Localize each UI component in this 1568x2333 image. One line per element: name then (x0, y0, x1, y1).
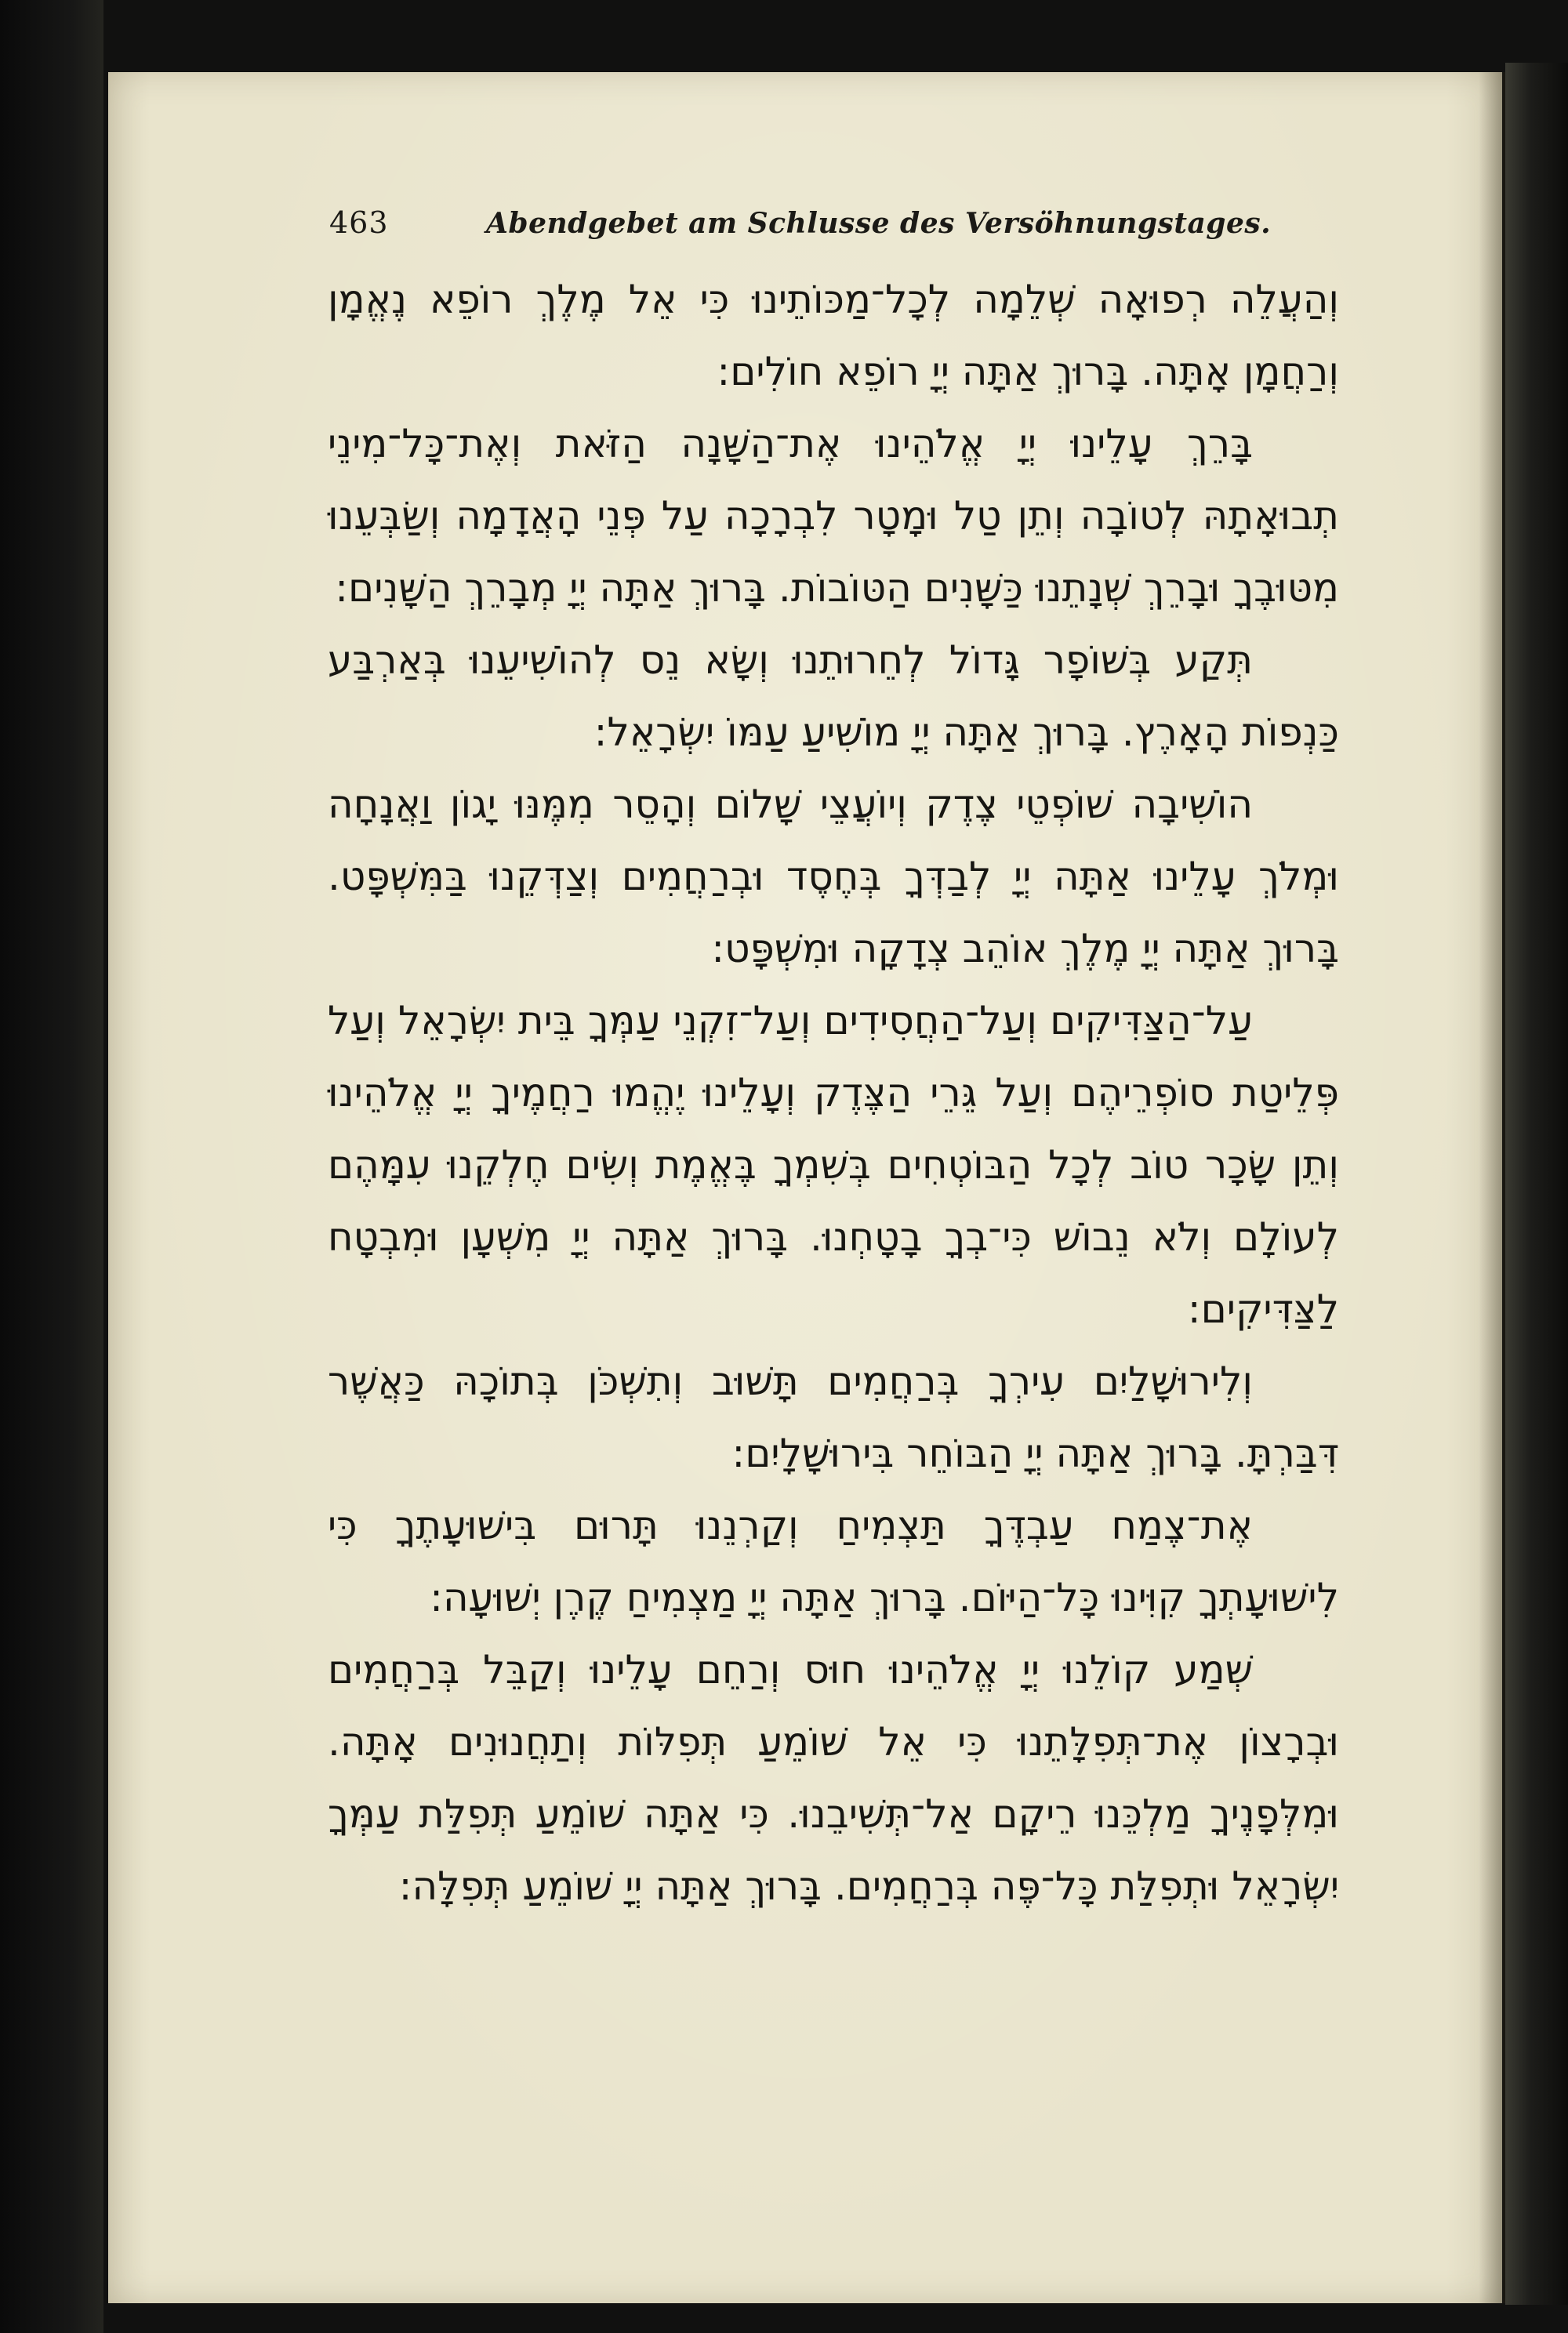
page-number: 463 (329, 205, 389, 240)
page-gutter-shadow (1479, 72, 1505, 2303)
paragraph-hear-our-voice: שְׁמַע קוֹלֵנוּ יְיָ אֱלֹהֵינוּ חוּס וְרַחֵם עָלֵינוּ וְקַבֵּל בְּרַחֲמִים וּבְרָצוֹן אֶת־תְּפִלָּתֵנוּ כִּי אֵל שׁוֹמֵעַ תְּפִלּוֹת וְתַחֲנוּנִים אָתָּה. וּמִלְּפָנֶיךָ מַלְכֵּנוּ רֵיקָם אַל־תְּשִׁיבֵנוּ. כִּי אַתָּה שׁוֹמֵעַ תְּפִלַּת עַמְּךָ יִשְׂרָאֵל וּתְפִלַּת כָּל־פֶּה בְּרַחֲמִים. בָּרוּךְ אַתָּה יְיָ שׁוֹמֵעַ תְּפִלָּה: (328, 1647, 1339, 1909)
book-binding-edge (0, 0, 103, 2333)
running-header (329, 205, 1333, 245)
paragraph-healing: וְהַעֲלֵה רְפוּאָה שְׁלֵמָה לְכָל־מַכּוֹתֵינוּ כִּי אֵל מֶלֶךְ רוֹפֵא נֶאֱמָן וְרַחֲמָן אָתָּה. בָּרוּךְ אַתָּה יְיָ רוֹפֵא חוֹלִים: (328, 277, 1339, 394)
paragraph-righteous: עַל־הַצַּדִּיקִים וְעַל־הַחֲסִידִים וְעַל־זִקְנֵי עַמְּךָ בֵּית יִשְׂרָאֵל וְעַל פְּלֵיטַת סוֹפְרֵיהֶם וְעַל גֵּרֵי הַצֶּדֶק וְעָלֵינוּ יֶהֱמוּ רַחֲמֶיךָ יְיָ אֱלֹהֵינוּ וְתֵן שָׂכָר טוֹב לְכָל הַבּוֹטְחִים בְּשִׁמְךָ בֶּאֱמֶת וְשִׂים חֶלְקֵנוּ עִמָּהֶם לְעוֹלָם וְלֹא נֵבוֹשׁ כִּי־בְךָ בָטָחְנוּ. בָּרוּךְ אַתָּה יְיָ מִשְׁעָן וּמִבְטָח לַצַּדִּיקִים: (328, 998, 1339, 1332)
paragraph-salvation: אֶת־צֶמַח עַבְדֶּךָ תַּצְמִיחַ וְקַרְנֵנוּ תָּרוּם בִּישׁוּעָתֶךָ כִּי לִישׁוּעָתְךָ קִוִּינוּ כָּל־הַיּוֹם. בָּרוּךְ אַתָּה יְיָ מַצְמִיחַ קֶרֶן יְשׁוּעָה: (328, 1503, 1339, 1620)
paragraph-jerusalem: וְלִירוּשָׁלַיִם עִירְךָ בְּרַחֲמִים תָּשׁוּב וְתִשְׁכֹּן בְּתוֹכָהּ כַּאֲשֶׁר דִּבַּרְתָּ. בָּרוּךְ אַתָּה יְיָ הַבּוֹחֵר בִּירוּשָׁלָיִם: (328, 1359, 1339, 1476)
paragraph-justice: הוֹשִׁיבָה שׁוֹפְטֵי צֶדֶק וְיוֹעֲצֵי שָׁלוֹם וְהָסֵר מִמֶּנּוּ יָגוֹן וַאֲנָחָה וּמְלֹךְ עָלֵינוּ אַתָּה יְיָ לְבַדְּךָ בְּחֶסֶד וּבְרַחֲמִים וְצַדְּקֵנוּ בַּמִּשְׁפָּט. בָּרוּךְ אַתָּה יְיָ מֶלֶךְ אוֹהֵב צְדָקָה וּמִשְׁפָּט: (328, 782, 1339, 971)
paragraph-ingathering: תְּקַע בְּשׁוֹפָר גָּדוֹל לְחֵרוּתֵנוּ וְשָׂא נֵס לְהוֹשִׁיעֵנוּ בְּאַרְבַּע כַּנְפוֹת הָאָרֶץ. בָּרוּךְ אַתָּה יְיָ מוֹשִׁיעַ עַמּוֹ יִשְׂרָאֵל: (328, 637, 1339, 755)
running-title: Abendgebet am Schlusse des Versöhnungstages. (486, 207, 1272, 240)
hebrew-text-block (328, 263, 1339, 1922)
paragraph-blessing-of-years: בָּרֵךְ עָלֵינוּ יְיָ אֱלֹהֵינוּ אֶת־הַשָּׁנָה הַזֹּאת וְאֶת־כָּל־מִינֵי תְבוּאָתָהּ לְטוֹבָה וְתֵן טַל וּמָטָר לִבְרָכָה עַל פְּנֵי הָאֲדָמָה וְשַׂבְּעֵנוּ מִטּוּבֶךָ וּבָרֵךְ שְׁנָתֵנוּ כַּשָּׁנִים הַטּוֹבוֹת. בָּרוּךְ אַתָּה יְיָ מְבָרֵךְ הַשָּׁנִים: (328, 421, 1339, 611)
book-cover-edge (1505, 63, 1568, 2305)
